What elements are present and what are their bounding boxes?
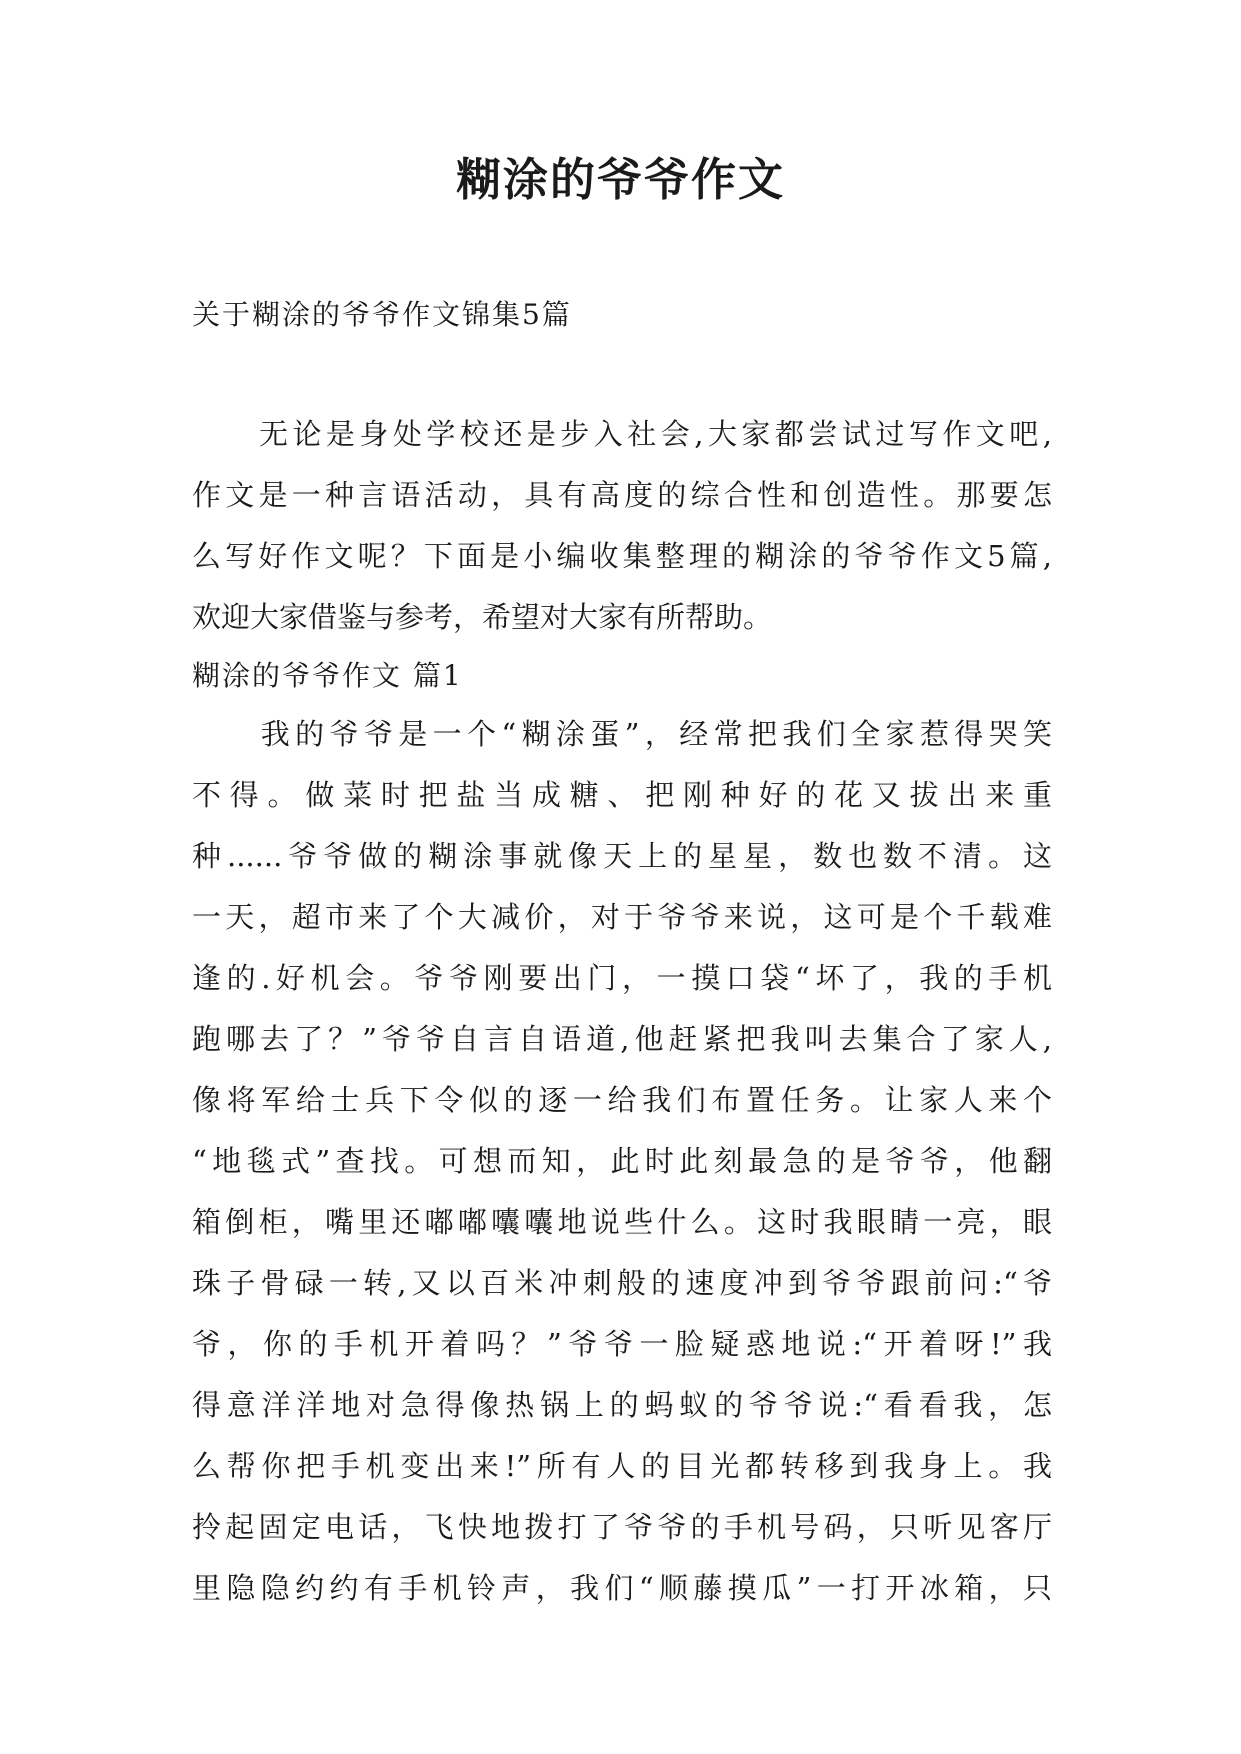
section-line: 拎起固定电话，飞快地拨打了爷爷的手机号码，只听见客厅 [192, 1510, 1052, 1544]
section-line: 跑哪去了？”爷爷自言自语道,他赶紧把我叫去集合了家人, [192, 1022, 1052, 1056]
document-subtitle: 关于糊涂的爷爷作文锦集5篇 [192, 298, 572, 331]
section-line: 不得。做菜时把盐当成糖、把刚种好的花又拔出来重 [192, 778, 1052, 812]
section-line: 逢的.好机会。爷爷刚要出门，一摸口袋“坏了，我的手机 [192, 961, 1052, 995]
section-line: 珠子骨碌一转,又以百米冲刺般的速度冲到爷爷跟前问:“爷 [192, 1266, 1052, 1300]
section-line: 像将军给士兵下令似的逐一给我们布置任务。让家人来个 [192, 1083, 1052, 1117]
section-line: 爷，你的手机开着吗？”爷爷一脸疑惑地说:“开着呀!”我 [192, 1327, 1052, 1361]
section-line: “地毯式”查找。可想而知，此时此刻最急的是爷爷，他翻 [192, 1144, 1052, 1178]
intro-line: 无论是身处学校还是步入社会,大家都尝试过写作文吧, [192, 417, 1052, 451]
section-line: 箱倒柜，嘴里还嘟嘟囔囔地说些什么。这时我眼睛一亮，眼 [192, 1205, 1052, 1239]
section-heading: 糊涂的爷爷作文 篇1 [192, 659, 463, 692]
section-line: 我的爷爷是一个“糊涂蛋”，经常把我们全家惹得哭笑 [192, 717, 1052, 751]
section-line: 一天，超市来了个大减价，对于爷爷来说，这可是个千载难 [192, 900, 1052, 934]
intro-line: 欢迎大家借鉴与参考，希望对大家有所帮助。 [192, 600, 773, 634]
document-title: 糊涂的爷爷作文 [455, 153, 785, 206]
section-line: 里隐隐约约有手机铃声，我们“顺藤摸瓜”一打开冰箱，只 [192, 1571, 1052, 1605]
section-line: 种......爷爷做的糊涂事就像天上的星星，数也数不清。这 [192, 839, 1052, 873]
intro-line: 么写好作文呢？下面是小编收集整理的糊涂的爷爷作文5篇, [192, 539, 1052, 573]
document-body [192, 404, 1052, 1619]
section-line: 得意洋洋地对急得像热锅上的蚂蚁的爷爷说:“看看我，怎 [192, 1388, 1052, 1422]
intro-line: 作文是一种言语活动，具有高度的综合性和创造性。那要怎 [192, 478, 1052, 512]
section-line: 么帮你把手机变出来!”所有人的目光都转移到我身上。我 [192, 1449, 1052, 1483]
